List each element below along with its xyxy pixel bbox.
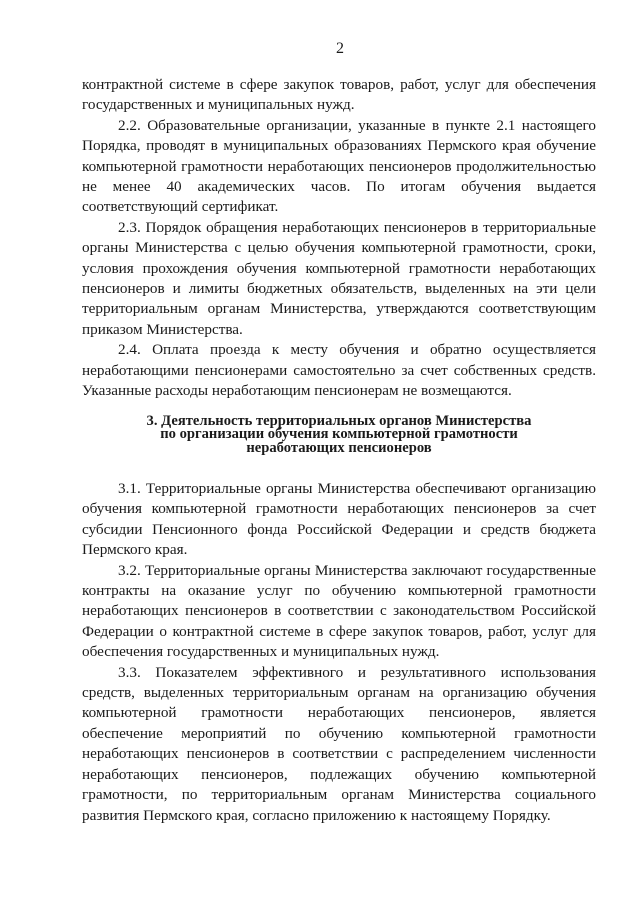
section-3-heading-line-3: неработающих пенсионеров <box>246 439 432 456</box>
paragraph-3-2: 3.2. Территориальные органы Министерства заключают государственные контракты на оказание услуг по обучению компьютерной грамотности неработающих пенсионеров в соответствии с законодательством Российской Федерации о контрактной системе в сфере закупок товаров, работ, услуг для обеспечения государственных и муниципальных нужд. <box>82 561 596 661</box>
section-3-heading <box>82 412 596 456</box>
paragraph-continuation: контрактной системе в сфере закупок товаров, работ, услуг для обеспечения государственных и муниципальных нужд. <box>82 76 596 114</box>
paragraph-2-2: 2.2. Образовательные организации, указанные в пункте 2.1 настоящего Порядка, проводят в муниципальных образованиях Пермского края обучение компьютерной грамотности неработающих пенсионеров продолжительностью не менее 40 академических часов. По итогам обучения выдается соответствующий сертификат. <box>82 116 596 216</box>
document-body <box>82 75 596 826</box>
paragraph-3-3: 3.3. Показателем эффективного и результативного использования средств, выделенных территориальным органам на организацию обучения компьютерной грамотности неработающих пенсионеров, является обеспечение мероприятий по обучению компьютерной грамотности неработающих пенсионеров в соответствии с распределением численности неработающих пенсионеров, подлежащих обучению компьютерной грамотности, по территориальным органам Министерства социального развития Пермского края, согласно приложению к настоящему Порядку. <box>82 663 596 824</box>
section-3-heading-line-1: 3. Деятельность территориальных органов Министерства <box>146 412 532 429</box>
page-number: 2 <box>336 40 344 57</box>
section-3-heading-line-2: по организации обучения компьютерной грамотности <box>160 426 518 442</box>
paragraph-2-4: 2.4. Оплата проезда к месту обучения и обратно осуществляется неработающими пенсионерами самостоятельно за счет собственных средств. Указанные расходы неработающим пенсионерам не возмещаются. <box>82 341 596 400</box>
paragraph-2-3: 2.3. Порядок обращения неработающих пенсионеров в территориальные органы Министерства с целью обучения компьютерной грамотности, сроки, условия прохождения обучения компьютерной грамотности неработающих пенсионеров и лимиты бюджетных обязательств, выделенных на эти цели территориальным органам Министерства, утверждаются соответствующим приказом Министерства. <box>82 218 596 338</box>
paragraph-3-1: 3.1. Территориальные органы Министерства обеспечивают организацию обучения компьютерной грамотности неработающих пенсионеров за счет субсидии Пенсионного фонда Российской Федерации и средств бюджета Пермского края. <box>82 480 596 559</box>
